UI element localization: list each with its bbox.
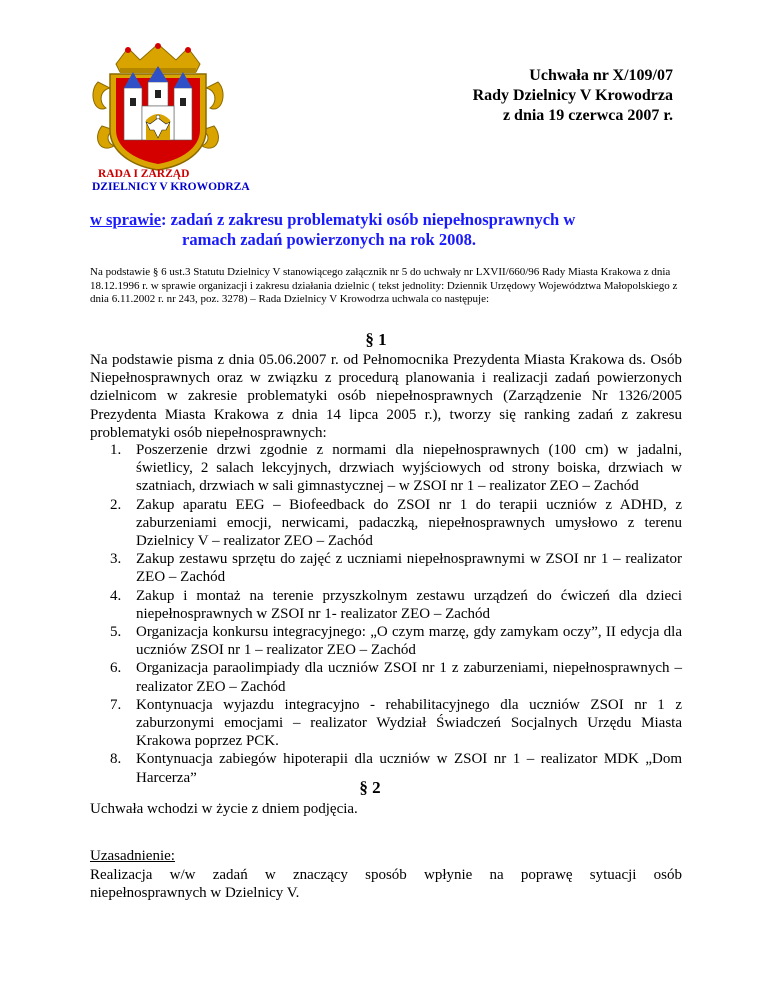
council-name-line1: RADA I ZARZĄD — [98, 168, 190, 180]
subject-line2: ramach zadań powierzonych na rok 2008. — [182, 230, 476, 249]
list-item — [110, 750, 682, 786]
list-item-text: Zakup aparatu EEG – Biofeedback do ZSOI nr 1 do terapii uczniów z ADHD, z zaburzeniami emocji, nerwicami, padaczką, niepełnosprawnych umysłowo z terenu Dzielnicy V – realizator ZEO – Zachód — [136, 496, 682, 550]
list-item-text: Zakup i montaż na terenie przyszkolnym zestawu urządzeń do ćwiczeń dla dzieci niepełnosprawnych w ZSOI nr 1- realizator ZEO – Zachód — [136, 587, 682, 622]
list-item — [110, 623, 682, 659]
list-item — [110, 550, 682, 586]
list-item-text: Poszerzenie drzwi zgodnie z normami dla niepełnosprawnych (100 cm) w jadalni, świetlicy, 2 salach lekcyjnych, drzwiach wyjściowych od strony boiska, drzwiach w szatniach, drzwiach w sali gimnastycznej – w ZSOI nr 1 – realizator ZEO – Zachód — [136, 442, 682, 495]
list-item-text: Organizacja paraolimpiady dla uczniów ZSOI nr 1 z zaburzeniami, niepełnosprawnych – realizator ZEO – Zachód — [136, 660, 682, 695]
list-item-text: Kontynuacja wyjazdu integracyjno - rehabilitacyjnego dla uczniów ZSOI nr 1 z zaburzonymi emocjami – realizator Wydział Świadczeń Socjalnych Urzędu Miasta Krakowa poprzez PCK. — [136, 696, 682, 750]
subject-label: w sprawie — [90, 210, 162, 229]
task-ranking-list — [110, 441, 682, 787]
list-item — [110, 659, 682, 695]
section-1-heading: § 1 — [365, 330, 387, 349]
justification-text — [90, 866, 682, 902]
list-item-text: Organizacja konkursu integracyjnego: „O czym marzę, gdy zamykam oczy”, II edycja dla uczniów ZSOI nr 1 – realizator ZEO – Zachód — [136, 624, 682, 659]
list-item-number: 3. — [110, 551, 122, 568]
section-2-text: Uchwała wchodzi w życie z dniem podjęcia. — [90, 801, 358, 817]
justification-line1: Realizacja w/w zadań w znaczący sposób wpłynie na poprawę sytuacji osób — [90, 867, 682, 883]
council-name-line2: DZIELNICY V KROWODRZA — [92, 181, 250, 193]
list-item-number: 2. — [110, 496, 122, 513]
list-item — [110, 587, 682, 623]
resolution-date: z dnia 19 czerwca 2007 r. — [502, 107, 673, 124]
list-item-text: Kontynuacja zabiegów hipoterapii dla uczniów w ZSOI nr 1 – realizator MDK „Dom Harcerza” — [136, 751, 682, 786]
council-name — [92, 168, 292, 194]
justification-heading: Uzasadnienie: — [90, 848, 175, 864]
list-item — [110, 441, 682, 496]
resolution-body: Rady Dzielnicy V Krowodrza — [472, 87, 673, 104]
list-item — [110, 696, 682, 751]
legal-basis: Na podstawie § 6 ust.3 Statutu Dzielnicy V stanowiącego załącznik nr 5 do uchwały nr LXVII/660/96 Rady Miasta Krakowa z dnia 18.12.1996 r. w sprawie organizacji i zakresu działania dzielnic ( tekst jednolity: Dziennik Urzędowy Województwa Małopolskiego z dnia 6.11.2002 r. nr 243, poz. 3278) – Rada Dzielnicy V Krowodrza uchwala co następuje: — [90, 266, 678, 305]
section-2-heading: § 2 — [359, 778, 381, 797]
justification-line2: niepełnosprawnych w Dzielnicy V. — [90, 885, 300, 902]
list-item-number: 6. — [110, 660, 122, 677]
list-item-text: Zakup zestawu sprzętu do zajęć z uczniami niepełnosprawnymi w ZSOI nr 1 – realizator ZEO – Zachód — [136, 551, 682, 586]
list-item-number: 4. — [110, 587, 122, 604]
resolution-number: Uchwała nr X/109/07 — [529, 67, 673, 84]
list-item-number: 1. — [110, 442, 122, 458]
list-item — [110, 496, 682, 551]
list-item-number: 8. — [110, 751, 122, 768]
resolution-header — [353, 66, 673, 126]
list-item-number: 5. — [110, 624, 122, 641]
section-1-intro: Na podstawie pisma z dnia 05.06.2007 r. od Pełnomocnika Prezydenta Miasta Krakowa ds. Osób Niepełnosprawnych oraz w związku z procedurą planowania i realizacji zadań powierzonych dzielnicom w zakresie problematyki osób niepełnosprawnych (Zarządzenie Nr 1326/2005 Prezydenta Miasta Krakowa z dnia 14 lipca 2005 r.), tworzy się ranking zadań z zakresu problematyki osób niepełnosprawnych: — [90, 352, 682, 441]
list-item-number: 7. — [110, 696, 122, 713]
resolution-subject — [90, 210, 690, 250]
krakow-coat-of-arms-logo — [88, 42, 228, 172]
subject-line1: : zadań z zakresu problematyki osób niepełnosprawnych w — [161, 210, 576, 229]
